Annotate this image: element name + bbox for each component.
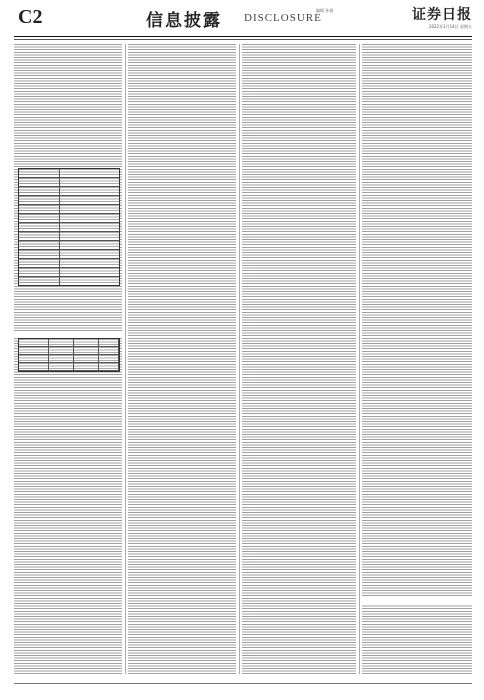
table-row — [19, 268, 119, 277]
body-text-block — [242, 44, 356, 674]
data-table-1 — [18, 168, 120, 286]
table-row — [19, 223, 119, 232]
table-row — [19, 205, 119, 214]
masthead — [0, 0, 484, 40]
footer-rule — [14, 683, 472, 684]
page-number: C2 — [18, 6, 43, 28]
section-title: 信息披露 — [146, 11, 222, 31]
column-divider — [125, 44, 126, 674]
table-row — [19, 178, 119, 187]
date-line: 2022年1月14日 星期五 — [428, 24, 472, 29]
article-column-4 — [362, 44, 472, 674]
section-gap — [14, 332, 122, 337]
table-row — [19, 196, 119, 205]
article-column-3 — [242, 44, 356, 674]
table-row — [19, 259, 119, 268]
data-table-2 — [18, 338, 120, 372]
table-row — [19, 187, 119, 196]
masthead-rule-thin — [14, 39, 472, 40]
editor-credit: 编辑 孙倩 — [316, 8, 334, 13]
table-row — [19, 241, 119, 250]
table-row — [19, 232, 119, 241]
section-gap — [362, 598, 472, 604]
column-divider — [239, 44, 240, 674]
body-text-block — [362, 44, 472, 674]
newspaper-logo: 证券日报 — [412, 7, 472, 23]
section-title-en: DISCLOSURE — [244, 12, 322, 24]
table-row — [19, 250, 119, 259]
table-row — [19, 277, 119, 285]
article-column-2 — [128, 44, 236, 674]
table-row — [19, 214, 119, 223]
body-text-block — [128, 44, 236, 674]
masthead-rule — [14, 36, 472, 37]
table-row — [19, 169, 119, 178]
column-divider — [359, 44, 360, 674]
